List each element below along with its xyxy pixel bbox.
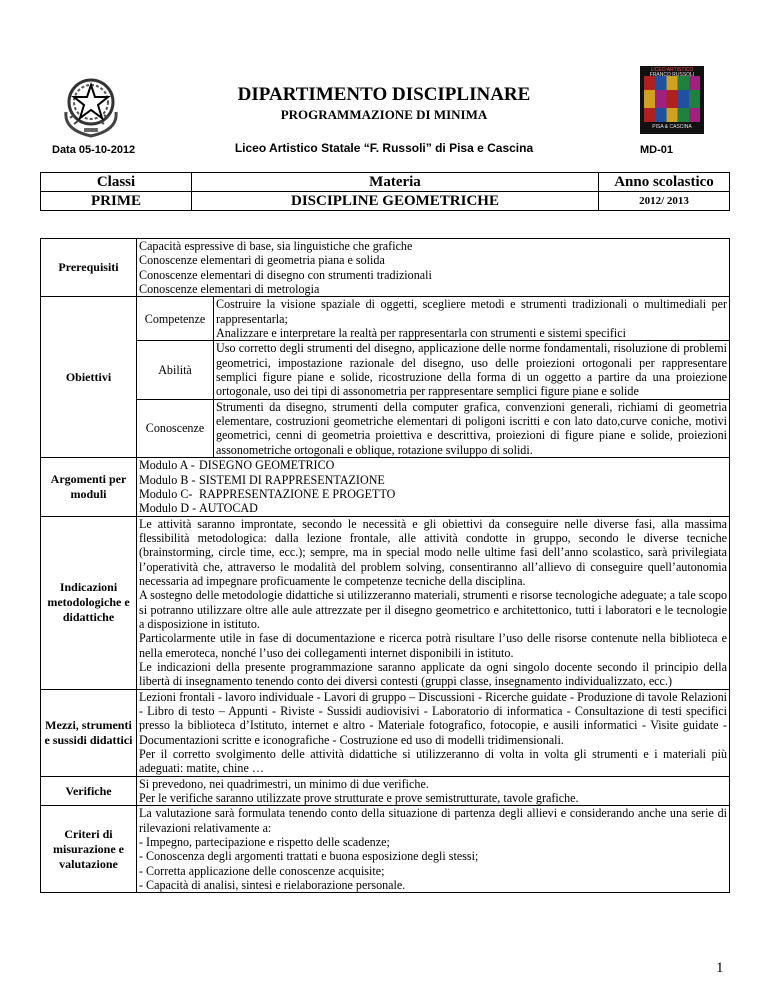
conoscenze-content: Strumenti da disegno, strumenti della computer grafica, convenzioni generali, richiami di geometria elementare, costruzioni geometriche elementari di poligoni iscritti e con lato dato,curve coniche, motivi geometrici, cenni di geometria proiettiva e descrittiva, proiezioni di figure piane e solide, proiezioni assonometriche ortogonali e oblique, rotazione sviluppo di solidi. [214, 399, 730, 457]
module-name: SISTEMI DI RAPPRESENTAZIONE [199, 472, 385, 487]
paragraph: La valutazione sarà formulata tenendo conto della situazione di partenza degli allievi e considerando anche una serie di rilevazioni relativamente a: [139, 806, 727, 835]
module-name: AUTOCAD [199, 501, 258, 516]
indicazioni-label: Indicazioni metodologiche e didattiche [41, 516, 137, 689]
argomenti-content [137, 458, 730, 516]
prerequisiti-content [137, 239, 730, 297]
table-row [41, 341, 730, 399]
list-item: Conoscenze elementari di metrologia [139, 282, 320, 297]
verifiche-content [137, 776, 730, 806]
prerequisiti-label: Prerequisiti [41, 239, 137, 297]
paragraph: Lezioni frontali - lavoro individuale - Lavori di gruppo – Discussioni - Ricerche guidate - Produzione di tavole Relazioni - Libro di testo – Appunti - Riviste - Sussidi audiovisivi - Laboratorio di informatica - Consultazione di testi specifici presso la biblioteca d’Istituto, internet e altro - Materiale fotografico, fotocopie, e ausili informatici - Visite guidate - Documentazioni scritte e iconografiche - Costruzione ed uso di modelli tridimensionali. [139, 689, 727, 747]
logo-text-bottom: PISA & CASCINA [652, 124, 692, 130]
module-name: RAPPRESENTAZIONE E PROGETTO [199, 486, 396, 501]
list-item: Capacità espressive di base, sia linguistiche che grafiche [139, 239, 413, 253]
paragraph: Particolarmente utile in fase di documentazione e ricerca potrà risultare l’uso delle risorse contenute nella biblioteca e nella emeroteca, nonché l’uso dei collegamenti internet disponibili in istituto. [139, 631, 727, 660]
abilita-content: Uso corretto degli strumenti del disegno, applicazione delle norme fondamentali, risoluzione di problemi geometrici, impostazione razionale del disegno, uso delle proiezioni ortogonali per rappresentare semplici figure piane e solide, ricostruzione della forma di un oggetto a partire da una proiezione ortogonale, uso dei tipi di assonometria per rappresentare semplici figure piane e solide [214, 341, 730, 399]
module-name: DISEGNO GEOMETRICO [199, 458, 335, 473]
table-row [41, 776, 730, 806]
list-item: Si prevedono, nei quadrimestri, un minimo di due verifiche. [139, 776, 429, 791]
obiettivi-label: Obiettivi [41, 297, 137, 458]
logo-text-middle: FRANCO RUSSOLI [649, 72, 695, 78]
document-date: Data 05-10-2012 [52, 144, 136, 156]
list-item: Conoscenze elementari di geometria piana e solida [139, 253, 385, 268]
table-row [41, 689, 730, 776]
materia-value: DISCIPLINE GEOMETRICHE [192, 192, 599, 211]
competenze-content [214, 297, 730, 341]
logo-text-top: LICEO ARTISTICO [650, 67, 694, 73]
module-code: Modulo D - [139, 501, 197, 516]
classi-value: PRIME [41, 192, 192, 211]
classi-header: Classi [41, 173, 192, 192]
list-item: - Impegno, partecipazione e rispetto delle scadenze; [139, 835, 390, 850]
paragraph: A sostegno delle metodologie didattiche si utilizzeranno materiali, strumenti e risorse tecnologiche adeguate; a tale scopo si potranno utilizzare oltre alle aule attrezzate per il disegno geometrico e architettonico, tutti i laboratori e le tecnologie a disposizione in istituto. [139, 588, 727, 631]
module-code: Modulo B - [139, 472, 196, 487]
list-item: - Corretta applicazione delle conoscenze acquisite; [139, 863, 385, 878]
module-code: Modulo C- [139, 486, 193, 501]
list-item [139, 501, 727, 515]
abilita-label: Abilità [137, 341, 214, 399]
paragraph: Per il corretto svolgimento delle attività didattiche si utilizzeranno di volta in volta gli strumenti e i materiali più adeguati: matite, chine … [139, 747, 727, 776]
anno-header: Anno scolastico [599, 173, 730, 192]
table-row [41, 458, 730, 516]
conoscenze-label: Conoscenze [137, 399, 214, 457]
list-item: - Capacità di analisi, sintesi e rielaborazione personale. [139, 878, 406, 893]
document-code: MD-01 [640, 144, 674, 156]
criteri-label: Criteri di misurazione e valutazione [41, 806, 137, 893]
argomenti-label: Argomenti per moduli [41, 458, 137, 516]
list-item [139, 487, 727, 501]
list-item: Per le verifiche saranno utilizzate prove strutturate e prove semistrutturate, tavole grafiche. [139, 791, 579, 806]
programming-table [40, 238, 730, 893]
table-row [41, 516, 730, 689]
table-row [41, 297, 730, 341]
module-code: Modulo A - [139, 458, 195, 473]
document-title: DIPARTIMENTO DISCIPLINARE [237, 84, 531, 105]
competenze-label: Competenze [137, 297, 214, 341]
verifiche-label: Verifiche [41, 776, 137, 806]
list-item: Costruire la visione spaziale di oggetti, scegliere metodi e strumenti tradizionali o multimediali per rappresentarla; [216, 297, 727, 326]
page-number: 1 [716, 960, 724, 976]
table-row [41, 399, 730, 457]
list-item [139, 473, 727, 487]
list-item: Conoscenze elementari di disegno con strumenti tradizionali [139, 267, 432, 282]
anno-value: 2012/ 2013 [599, 192, 730, 211]
list-item: Analizzare e interpretare la realtà per rappresentarla con strumenti e sistemi specifici [216, 326, 626, 341]
indicazioni-content [137, 516, 730, 689]
document-subtitle: PROGRAMMAZIONE DI MINIMA [280, 107, 488, 122]
mezzi-label: Mezzi, strumenti e sussidi didattici [41, 689, 137, 776]
school-name: Liceo Artistico Statale “F. Russoli” di Pisa e Cascina [234, 141, 534, 155]
materia-header: Materia [192, 173, 599, 192]
list-item [139, 458, 727, 472]
table-row [41, 239, 730, 297]
info-table [40, 172, 730, 211]
mezzi-content [137, 689, 730, 776]
table-row [41, 806, 730, 893]
list-item: - Conoscenza degli argomenti trattati e buona esposizione degli stessi; [139, 849, 479, 864]
criteri-content [137, 806, 730, 893]
paragraph: Le attività saranno improntate, secondo le necessità e gli obiettivi da conseguire nelle diverse fasi, alla massima flessibilità metodologica: dalla lezione frontale, alle attività condotte in gruppo, secondo le diverse tecniche (brainstorming, circle time, ecc.); sempre, ma in special modo nelle ultime fasi dell’anno scolastico, sarà privilegiata l’operatività che, attraverso le modalità del problem solving, consentiranno all’allievo di conseguire quell’autonomia necessaria ad impegnare proficuamente le competenze tecniche della disciplina. [139, 516, 727, 588]
paragraph: Le indicazioni della presente programmazione saranno applicate da ogni singolo docente secondo il principio della libertà di insegnamento tenendo conto dei diversi contesti (gruppi classe, insegnamento individualizzato, ecc.) [139, 659, 727, 689]
